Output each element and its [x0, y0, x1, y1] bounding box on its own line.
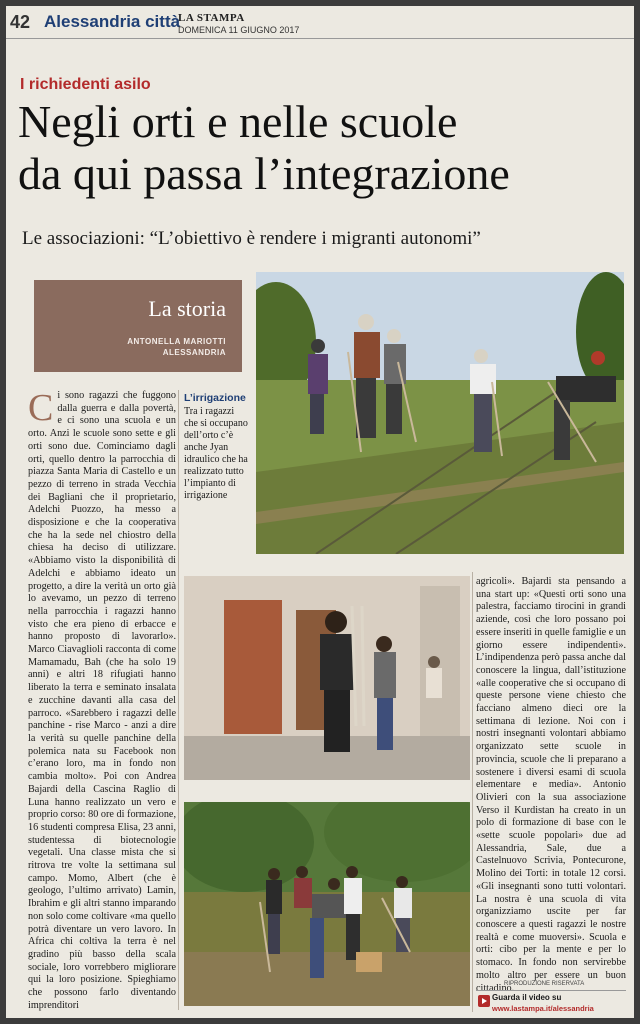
headline-line-2: da qui passa l’integrazione	[18, 148, 510, 199]
story-label-box	[34, 280, 242, 372]
copyright-note: RIPRODUZIONE RISERVATA	[504, 981, 585, 987]
section-title: Alessandria città	[44, 12, 181, 31]
author-place: ALESSANDRIA	[162, 348, 226, 357]
photo-field-workers	[256, 272, 624, 554]
video-label: Guarda il video su	[492, 993, 562, 1002]
sidebar-box	[184, 392, 248, 502]
column-1-text: i sono ragazzi che fuggono dalla guerra e dalla povertà, e ci sono una scuola e un orto. Anzi le scuole sono sette e gli orti sono due. Cominciamo dagli orti, quello dentro la parrocchia di piazza Santa Maria di Castello e un pezzo di terreno in strada Vecchia dei Bagliani che il proprietario, Adelchi Puozzo, ha messo a disposizione e che la cooperativa che ha la sede nel chiostro della chiesa ha deciso di utilizzare. «Abbiamo visto la disponibilità di Adelchi e abbiamo ideato un progetto, a dire la verità un orto già lo avevamo, un pezzo di terreno nella parrocchia i ragazzi hanno visto che era pieno di erbacce e hanno proposto di lavorarlo». Marco Ciavaglioli racconta di come Mamamadu, Bah (che ha solo 19 anni) e altri 18 rifugiati hanno liberato la terra e seminato insalata e zucchine davanti alla casa del parroco. «Sarebbero i ragazzi delle panchine - rise Marco - anzi a dire la verità su quelle panchine della polemica nata su Facebook non c’erano loro, ma in fondo non cambia molto». Poi con Andrea Bajardi della Cascina Raglio di Luna hanno realizzato un vero e proprio corso: 80 ore di formazione, 16 studenti compresa Elisa, 23 anni, studentessa di biotecnologie vegetali. Una classe mista che si ritrova tre volte la settimana sul campo. Momo, Albert (che è geologo, l’ultimo arrivato) Lamin, Ibrahim e gli altri stanno imparando non solo come coltivare «ma quello potrà diventare un vero lavoro. In Africa chi coltiva la terra è nel gradino più basso della scala sociale, loro vorrebbero migliorare qui la loro posizione. Spieghiamo che possono farlo diventando imprenditori	[28, 390, 176, 1011]
page-header	[6, 6, 634, 39]
article-column-1	[28, 387, 176, 1012]
video-link[interactable]: www.lastampa.it/alessandria	[492, 1004, 594, 1013]
sidebar-title: L’irrigazione	[184, 392, 246, 404]
column-divider	[178, 390, 179, 1010]
column-divider	[472, 572, 473, 1012]
drop-cap: C	[28, 387, 54, 429]
byline	[127, 336, 226, 358]
subheadline: Le associazioni: “L’obiettivo è rendere i migranti autonomi”	[22, 228, 481, 249]
sidebar-text: Tra i ragazzi che si occupano dell’orto c’è anche Jyan idraulico che ha realizzato tutto l’impianto di irrigazione	[184, 406, 248, 501]
column-3-text: agricoli». Bajardi sta pensando a una start up: «Questi orti sono una palestra, facciamo tirocini in grandi aziende, così che loro possano poi essere inseriti in quelle famiglie e un giorno essere indipendenti». L’indipendenza però passa anche dal conoscere la lingua, dall’istituzione «alle cooperative che si occupano di queste persone viene chiesto che facciano almeno dieci ore la settimana di lezione. Noi con i nostri insegnanti volontari abbiamo organizzato sette scuole in provincia, scuole che li preparano a sostenere i diversi esami di scuola elementare e media». Antonio Olivieri con la sua associazione Verso il Kurdistan ha creato in un polo di formazione di base con le «sette scuole popolari» due ad Alessandria, Sale, due a Castelnuovo Scrivia, Pontecurone, Molino dei Torti: in totale 12 corsi. «Gli insegnanti sono tutti volontari. La nostra è una scuola di vita organizziamo uscite per far conoscere a questi ragazzi le nostre realtà e come muoversi». Scuola e orti: cibo per la mente e per lo stomaco. In fondo non servirebbe molto altro per essere un buon cittadino.	[476, 576, 626, 994]
newspaper-name: LA STAMPA	[178, 12, 245, 24]
author-name: ANTONELLA MARIOTTI	[127, 337, 226, 346]
newspaper-page	[6, 6, 634, 1018]
page-number: 42	[10, 12, 31, 32]
article-kicker: I richiedenti asilo	[20, 76, 151, 93]
video-promo[interactable]	[476, 990, 626, 1017]
headline-line-1: Negli orti e nelle scuole	[18, 96, 458, 147]
field-workers-illustration	[256, 272, 624, 554]
video-icon	[478, 995, 490, 1007]
article-column-3	[476, 576, 626, 995]
courtyard-illustration	[184, 576, 470, 780]
photo-garden-group	[184, 802, 470, 1006]
issue-date: DOMENICA 11 GIUGNO 2017	[178, 25, 300, 35]
photo-courtyard	[184, 576, 470, 780]
headline	[18, 96, 628, 200]
garden-group-illustration	[184, 802, 470, 1006]
story-label: La storia	[148, 296, 226, 321]
